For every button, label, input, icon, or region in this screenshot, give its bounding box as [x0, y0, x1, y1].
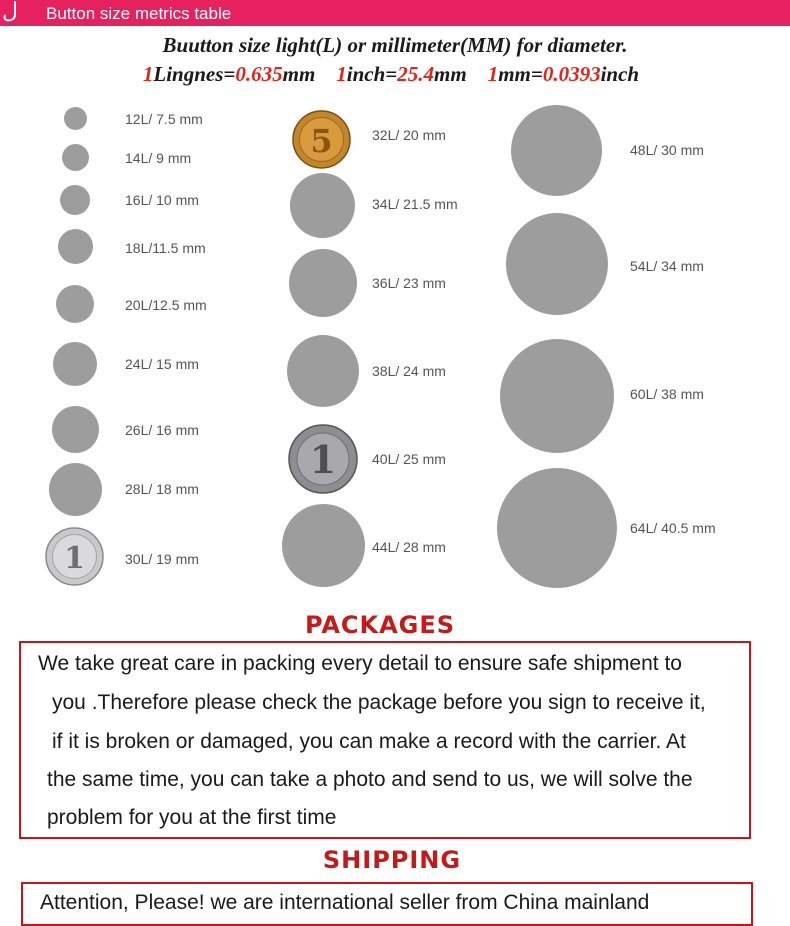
size-circle-20l: [56, 285, 94, 323]
svg-text:1: 1: [309, 437, 337, 482]
size-circle-28l: [49, 463, 102, 516]
svg-text:1: 1: [64, 541, 85, 576]
packages-line-4: the same time, you can take a photo and send to us, we will solve the: [47, 768, 693, 791]
size-circle-36l: [289, 249, 357, 317]
size-label-64l: 64L/ 40.5 mm: [630, 520, 716, 536]
size-circle-38l: [287, 335, 359, 407]
packages-line-5: problem for you at the first time: [47, 806, 337, 829]
swirl-ornament-icon: ل: [2, 0, 18, 24]
size-circle-16l: [60, 185, 90, 215]
size-label-44l: 44L/ 28 mm: [372, 539, 446, 555]
size-label-38l: 38L/ 24 mm: [372, 363, 446, 379]
size-circle-64l: [497, 468, 617, 588]
packages-line-2: you .Therefore please check the package before you sign to receive it,: [52, 691, 706, 714]
header-bar: [0, 0, 790, 26]
shipping-line-1: Attention, Please! we are international seller from China mainland: [40, 891, 650, 914]
svg-text:5: 5: [310, 122, 333, 160]
size-label-60l: 60L/ 38 mm: [630, 386, 704, 402]
size-label-24l: 24L/ 15 mm: [125, 356, 199, 372]
size-label-14l: 14L/ 9 mm: [125, 150, 192, 166]
packages-line-1: We take great care in packing every detail to ensure safe shipment to: [38, 652, 682, 675]
size-label-36l: 36L/ 23 mm: [372, 275, 446, 291]
size-label-40l: 40L/ 25 mm: [372, 451, 446, 467]
size-circle-24l: [53, 342, 97, 386]
size-label-32l: 32L/ 20 mm: [372, 127, 446, 143]
size-circle-48l: [511, 105, 602, 196]
size-label-26l: 26L/ 16 mm: [125, 422, 199, 438]
silver-coin-icon: [45, 527, 104, 586]
shipping-heading: SHIPPING: [322, 846, 462, 874]
size-circle-60l: [500, 339, 614, 453]
size-circle-54l: [506, 213, 608, 315]
size-circle-14l: [62, 144, 89, 171]
size-label-54l: 54L/ 34 mm: [630, 258, 704, 274]
size-label-28l: 28L/ 18 mm: [125, 481, 199, 497]
size-circle-26l: [52, 406, 99, 453]
size-label-30l: 30L/ 19 mm: [125, 551, 199, 567]
silver-coin-icon: [288, 424, 358, 494]
gold-coin-icon: [292, 110, 351, 169]
packages-heading: PACKAGES: [304, 611, 456, 639]
page-title: Button size metrics table: [46, 4, 232, 23]
conversion-line: 1Lingnes=0.635mm 1inch=25.4mm 1mm=0.0393inch: [142, 62, 640, 86]
packages-line-3: if it is broken or damaged, you can make a record with the carrier. At: [52, 730, 686, 753]
size-label-12l: 12L/ 7.5 mm: [125, 111, 203, 127]
size-label-34l: 34L/ 21.5 mm: [372, 196, 458, 212]
size-label-16l: 16L/ 10 mm: [125, 192, 199, 208]
size-label-20l: 20L/12.5 mm: [125, 297, 207, 313]
size-circle-44l: [282, 504, 365, 587]
size-circle-18l: [58, 229, 93, 264]
size-label-18l: 18L/11.5 mm: [125, 240, 206, 256]
size-circle-12l: [64, 107, 87, 130]
size-circle-34l: [290, 173, 355, 238]
size-label-48l: 48L/ 30 mm: [630, 142, 704, 158]
subtitle-line1: Buutton size light(L) or millimeter(MM) for diameter.: [162, 33, 628, 57]
